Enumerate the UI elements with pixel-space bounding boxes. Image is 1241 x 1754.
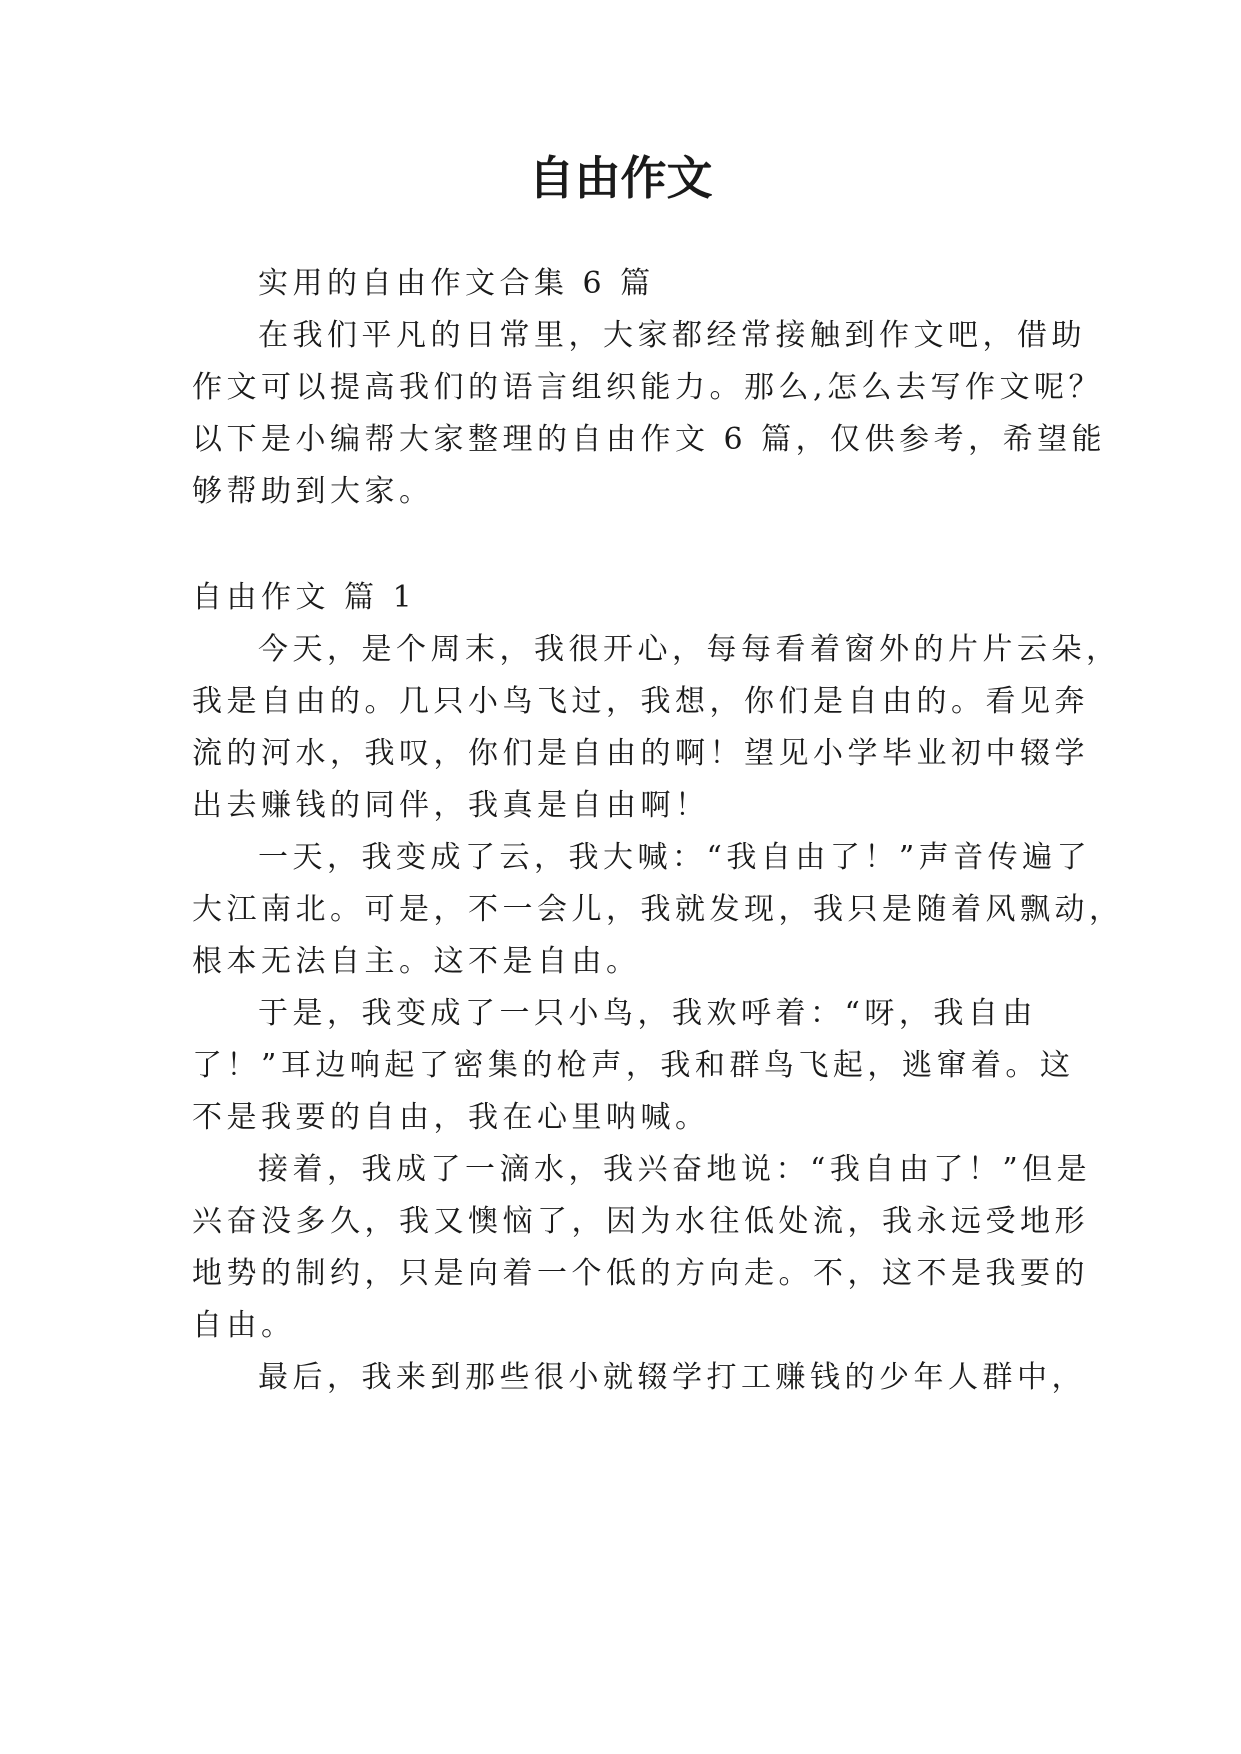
body-line: 自由。 bbox=[192, 1308, 296, 1343]
body-line: 兴奋没多久，我又懊恼了，因为水往低处流，我永远受地形 bbox=[192, 1204, 1089, 1239]
body-line: 根本无法自主。这不是自由。 bbox=[192, 944, 641, 979]
document-title: 自由作文 bbox=[528, 151, 713, 205]
body-line: 我是自由的。几只小鸟飞过，我想，你们是自由的。看见奔 bbox=[192, 684, 1089, 719]
section-heading: 自由作文 篇 1 bbox=[192, 580, 417, 615]
body-line: 一天，我变成了云，我大喊：“我自由了！”声音传遍了 bbox=[258, 840, 1092, 875]
intro-line: 作文可以提高我们的语言组织能力。那么,怎么去写作文呢？ bbox=[192, 370, 1104, 405]
body-line: 流的河水，我叹，你们是自由的啊！望见小学毕业初中辍学 bbox=[192, 736, 1089, 771]
intro-line: 够帮助到大家。 bbox=[192, 474, 434, 509]
body-line: 接着，我成了一滴水，我兴奋地说：“我自由了！”但是 bbox=[258, 1152, 1092, 1187]
intro-line: 在我们平凡的日常里，大家都经常接触到作文吧，借助 bbox=[258, 318, 1086, 353]
body-line: 出去赚钱的同伴，我真是自由啊！ bbox=[192, 788, 710, 823]
body-line: 了！”耳边响起了密集的枪声，我和群鸟飞起，逃窜着。这 bbox=[192, 1048, 1075, 1083]
body-line: 最后，我来到那些很小就辍学打工赚钱的少年人群中， bbox=[258, 1360, 1086, 1395]
intro-line: 以下是小编帮大家整理的自由作文 6 篇，仅供参考，希望能 bbox=[192, 422, 1107, 457]
document-subtitle: 实用的自由作文合集 6 篇 bbox=[258, 266, 655, 301]
body-line: 大江南北。可是，不一会儿，我就发现，我只是随着风飘动， bbox=[192, 892, 1124, 927]
body-line: 今天，是个周末，我很开心，每每看着窗外的片片云朵， bbox=[258, 632, 1121, 667]
body-line: 不是我要的自由，我在心里呐喊。 bbox=[192, 1100, 710, 1135]
body-line: 于是，我变成了一只小鸟，我欢呼着：“呀，我自由 bbox=[258, 996, 1037, 1031]
body-line: 地势的制约，只是向着一个低的方向走。不，这不是我要的 bbox=[192, 1256, 1089, 1291]
